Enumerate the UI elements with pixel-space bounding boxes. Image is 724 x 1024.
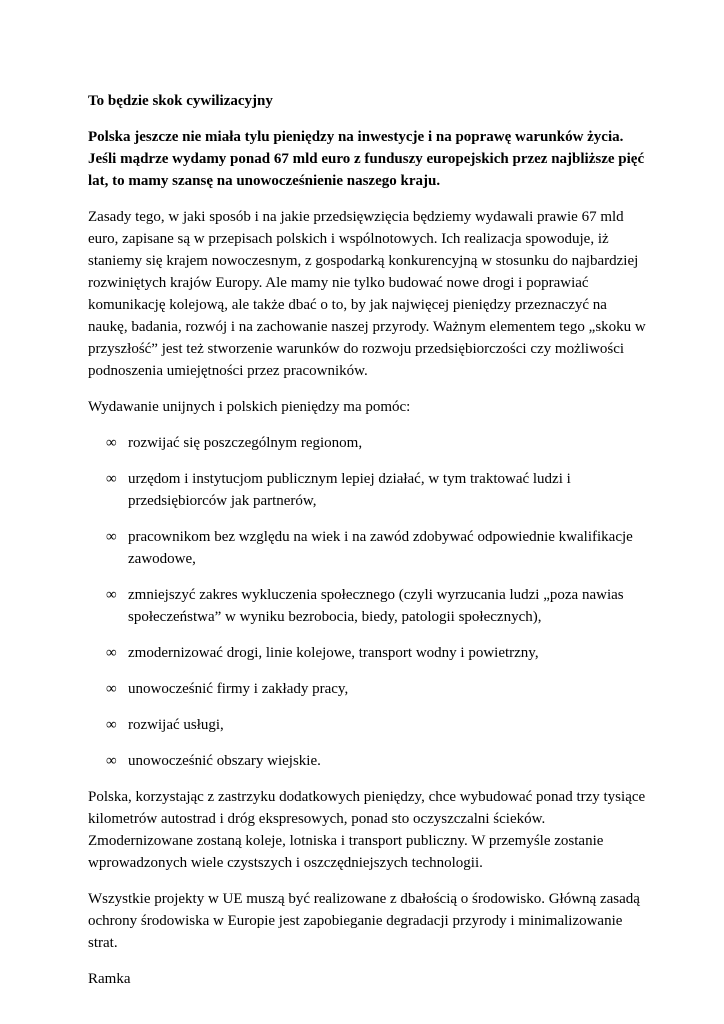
body-paragraph-2: Polska, korzystając z zastrzyku dodatkowych pieniędzy, chce wybudować ponad trzy tysiące kilometrów autostrad i dróg ekspresowych, ponad sto oczyszczalni ścieków. Zmodernizowane zostaną koleje, lotniska i transport publiczny. W przemyśle zostanie wprowadzonych wiele czystszych i oszczędniejszych technologii. bbox=[88, 789, 646, 871]
infinity-bullet-icon: ∞ bbox=[106, 471, 117, 487]
body-paragraph-1: Zasady tego, w jaki sposób i na jakie przedsięwzięcia będziemy wydawali prawie 67 mld euro, zapisane są w przepisach polskich i wspólnotowych. Ich realizacja spowoduje, iż staniemy się krajem nowoczesnym, z gospodarką konkurencyjną w stosunku do najbardziej rozwiniętych krajów Europy. Ale mamy nie tylko budować nowe drogi i poprawiać komunikację kolejową, ale także dbać o to, by jak najwięcej pieniędzy przeznaczyć na naukę, badania, rozwój i na zachowanie naszej przyrody. Ważnym elementem tego „skoku w przyszłość” jest też stworzenie warunków do rozwoju przedsiębiorczości czy możliwości podnoszenia umiejętności przez pracowników. bbox=[88, 209, 646, 379]
document-page bbox=[88, 90, 648, 990]
list-item bbox=[88, 526, 648, 570]
list-item-text: zmodernizować drogi, linie kolejowe, transport wodny i powietrzny, bbox=[128, 645, 539, 661]
list-item bbox=[88, 678, 648, 700]
list-item bbox=[88, 432, 648, 454]
list-item bbox=[88, 468, 648, 512]
infinity-bullet-icon: ∞ bbox=[106, 717, 117, 733]
infinity-bullet-icon: ∞ bbox=[106, 753, 117, 769]
list-item-text: zmniejszyć zakres wykluczenia społecznego (czyli wyrzucania ludzi „poza nawias społeczeństwa” w wyniku bezrobocia, biedy, patologii społecznych), bbox=[128, 587, 624, 625]
list-item-text: unowocześnić firmy i zakłady pracy, bbox=[128, 681, 349, 697]
list-item-text: pracownikom bez względu na wiek i na zawód zdobywać odpowiednie kwalifikacje zawodowe, bbox=[128, 529, 633, 567]
list-item-text: rozwijać się poszczególnym regionom, bbox=[128, 435, 363, 451]
list-item-text: unowocześnić obszary wiejskie. bbox=[128, 753, 321, 769]
lead-paragraph: Polska jeszcze nie miała tylu pieniędzy na inwestycje i na poprawę warunków życia. Jeśli mądrze wydamy ponad 67 mld euro z funduszy europejskich przez najbliższe pięć lat, to mamy szansę na unowocześnienie naszego kraju. bbox=[88, 129, 645, 189]
benefits-list bbox=[88, 432, 648, 772]
list-item bbox=[88, 642, 648, 664]
list-item bbox=[88, 714, 648, 736]
list-intro: Wydawanie unijnych i polskich pieniędzy ma pomóc: bbox=[88, 399, 411, 415]
list-item bbox=[88, 584, 648, 628]
infinity-bullet-icon: ∞ bbox=[106, 587, 117, 603]
infinity-bullet-icon: ∞ bbox=[106, 645, 117, 661]
box-label: Ramka bbox=[88, 971, 131, 987]
infinity-bullet-icon: ∞ bbox=[106, 681, 117, 697]
document-title: To będzie skok cywilizacyjny bbox=[88, 93, 273, 109]
list-item-text: rozwijać usługi, bbox=[128, 717, 224, 733]
infinity-bullet-icon: ∞ bbox=[106, 529, 117, 545]
infinity-bullet-icon: ∞ bbox=[106, 435, 117, 451]
list-item bbox=[88, 750, 648, 772]
list-item-text: urzędom i instytucjom publicznym lepiej działać, w tym traktować ludzi i przedsiębiorców jak partnerów, bbox=[128, 471, 571, 509]
body-paragraph-3: Wszystkie projekty w UE muszą być realizowane z dbałością o środowisko. Główną zasadą ochrony środowiska w Europie jest zapobieganie degradacji przyrody i minimalizowanie strat. bbox=[88, 891, 640, 951]
